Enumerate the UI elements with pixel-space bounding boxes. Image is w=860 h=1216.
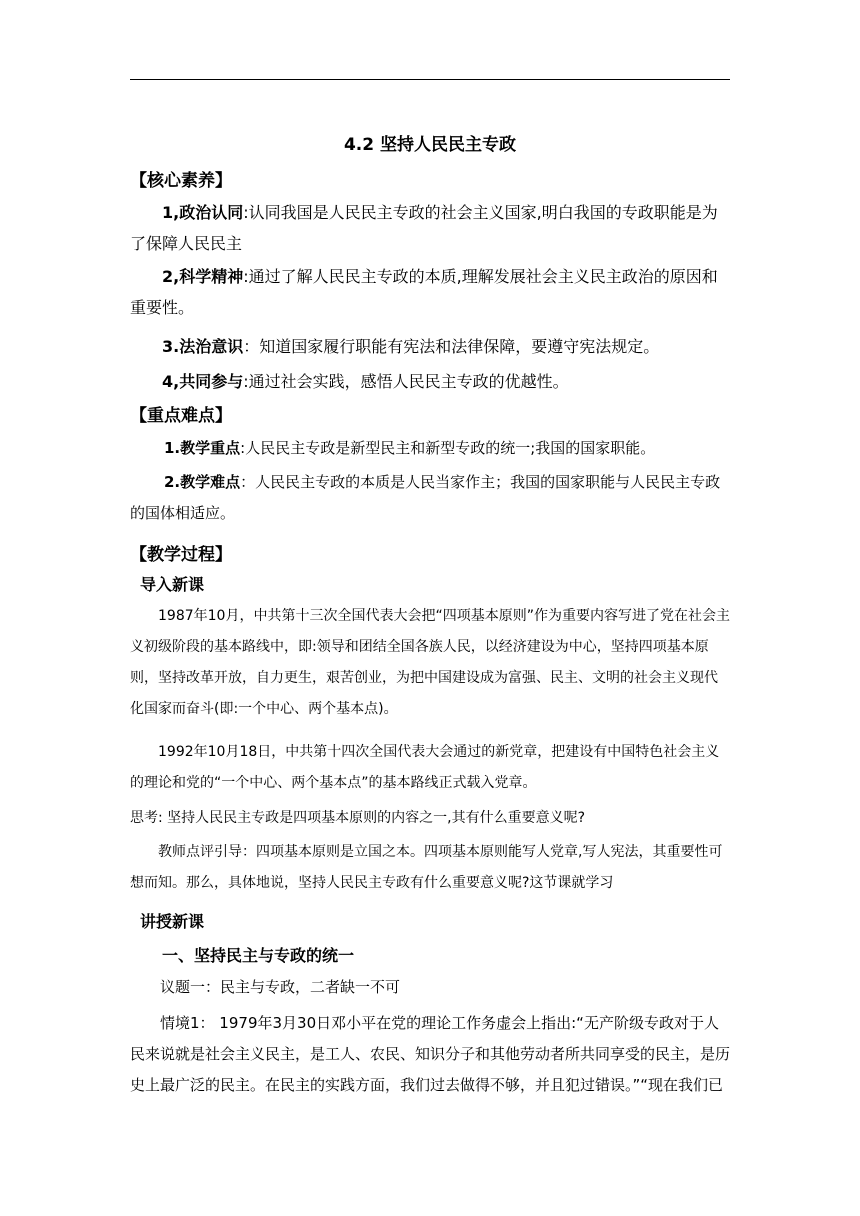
core-item-3-text: ：知道国家履行职能有宪法和法律保障，要遵守宪法规定。 (243, 337, 660, 356)
core-item-1-label: 1,政治认同 (162, 203, 244, 222)
core-heading: 【核心素养】 (130, 171, 232, 191)
core-item-4-label: 4,共同参与 (162, 372, 244, 391)
core-item-2 (130, 261, 730, 323)
scene-1: 情境1： 1979年3月30日邓小平在党的理论工作务虚会上指出:“无产阶级专政对于人民来说就是社会主义民主，是工人、农民、知识分子和其他劳动者所共同享受的民主，是历史上最广泛的民主。在民主的实践方面，我们过去做得不够，并且犯过错误。”“现在我们已 (130, 1014, 731, 1094)
core-item-3 (130, 331, 730, 362)
core-item-4 (130, 366, 730, 397)
core-item-2-label: 2,科学精神 (162, 267, 244, 286)
think-question: 思考: 坚持人民民主专政是四项基本原则的内容之一,其有什么重要意义呢? (130, 810, 586, 826)
intro-paragraph-1: 1987年10月，中共第十三次全国代表大会把“四项基本原则”作为重要内容写进了党在社会主义初级阶段的基本路线中，即:领导和团结全国各族人民，以经济建设为中心，坚持四项基本原则，坚持改革开放，自力更生，艰苦创业，为把中国建设成为富强、民主、文明的社会主义现代化国家而奋斗(即:一个中心、两个基本点)。 (130, 608, 730, 717)
intro-heading: 导入新课 (140, 575, 205, 594)
core-item-4-text: :通过社会实践，感悟人民民主专政的优越性。 (243, 372, 569, 391)
core-item-1-text: :认同我国是人民民主专政的社会主义国家,明白我国的专政职能是为了保障人民民主 (130, 203, 718, 253)
core-item-3-label: 3.法治意识 (162, 337, 244, 356)
key-item-2 (130, 467, 730, 529)
intro-paragraph-2: 1992年10月18日，中共第十四次全国代表大会通过的新党章，把建设有中国特色社会主义的理论和党的“一个中心、两个基本点”的基本路线正式载入党章。 (130, 744, 720, 791)
key-item-1-text: :人民民主专政是新型民主和新型专政的统一;我国的国家职能。 (240, 439, 656, 457)
key-item-2-label: 2.教学难点 (164, 473, 241, 491)
process-heading: 【教学过程】 (130, 545, 232, 565)
key-item-1-label: 1.教学重点 (164, 439, 241, 457)
header-rule (130, 79, 730, 80)
topic-1: 议题一：民主与专政，二者缺一不可 (160, 978, 401, 996)
teacher-comment: 教师点评引导：四项基本原则是立国之本。四项基本原则能写人党章,写人宪法，其重要性可想而知。那么，具体地说，坚持人民民主专政有什么重要意义呢?这节课就学习 (130, 844, 723, 891)
lecture-heading: 讲授新课 (140, 912, 205, 931)
document-title: 4.2 坚持人民民主专政 (343, 135, 517, 155)
core-item-2-text: :通过了解人民民主专政的本质,理解发展社会主义民主政治的原因和重要性。 (130, 267, 718, 317)
core-item-1 (130, 197, 730, 259)
key-item-1 (130, 433, 730, 464)
key-item-2-text: ：人民民主专政的本质是人民当家作主；我国的国家职能与人民民主专政的国体相适应。 (130, 473, 721, 522)
key-heading: 【重点难点】 (130, 406, 232, 426)
section-1-heading: 一、坚持民主与专政的统一 (162, 946, 355, 965)
